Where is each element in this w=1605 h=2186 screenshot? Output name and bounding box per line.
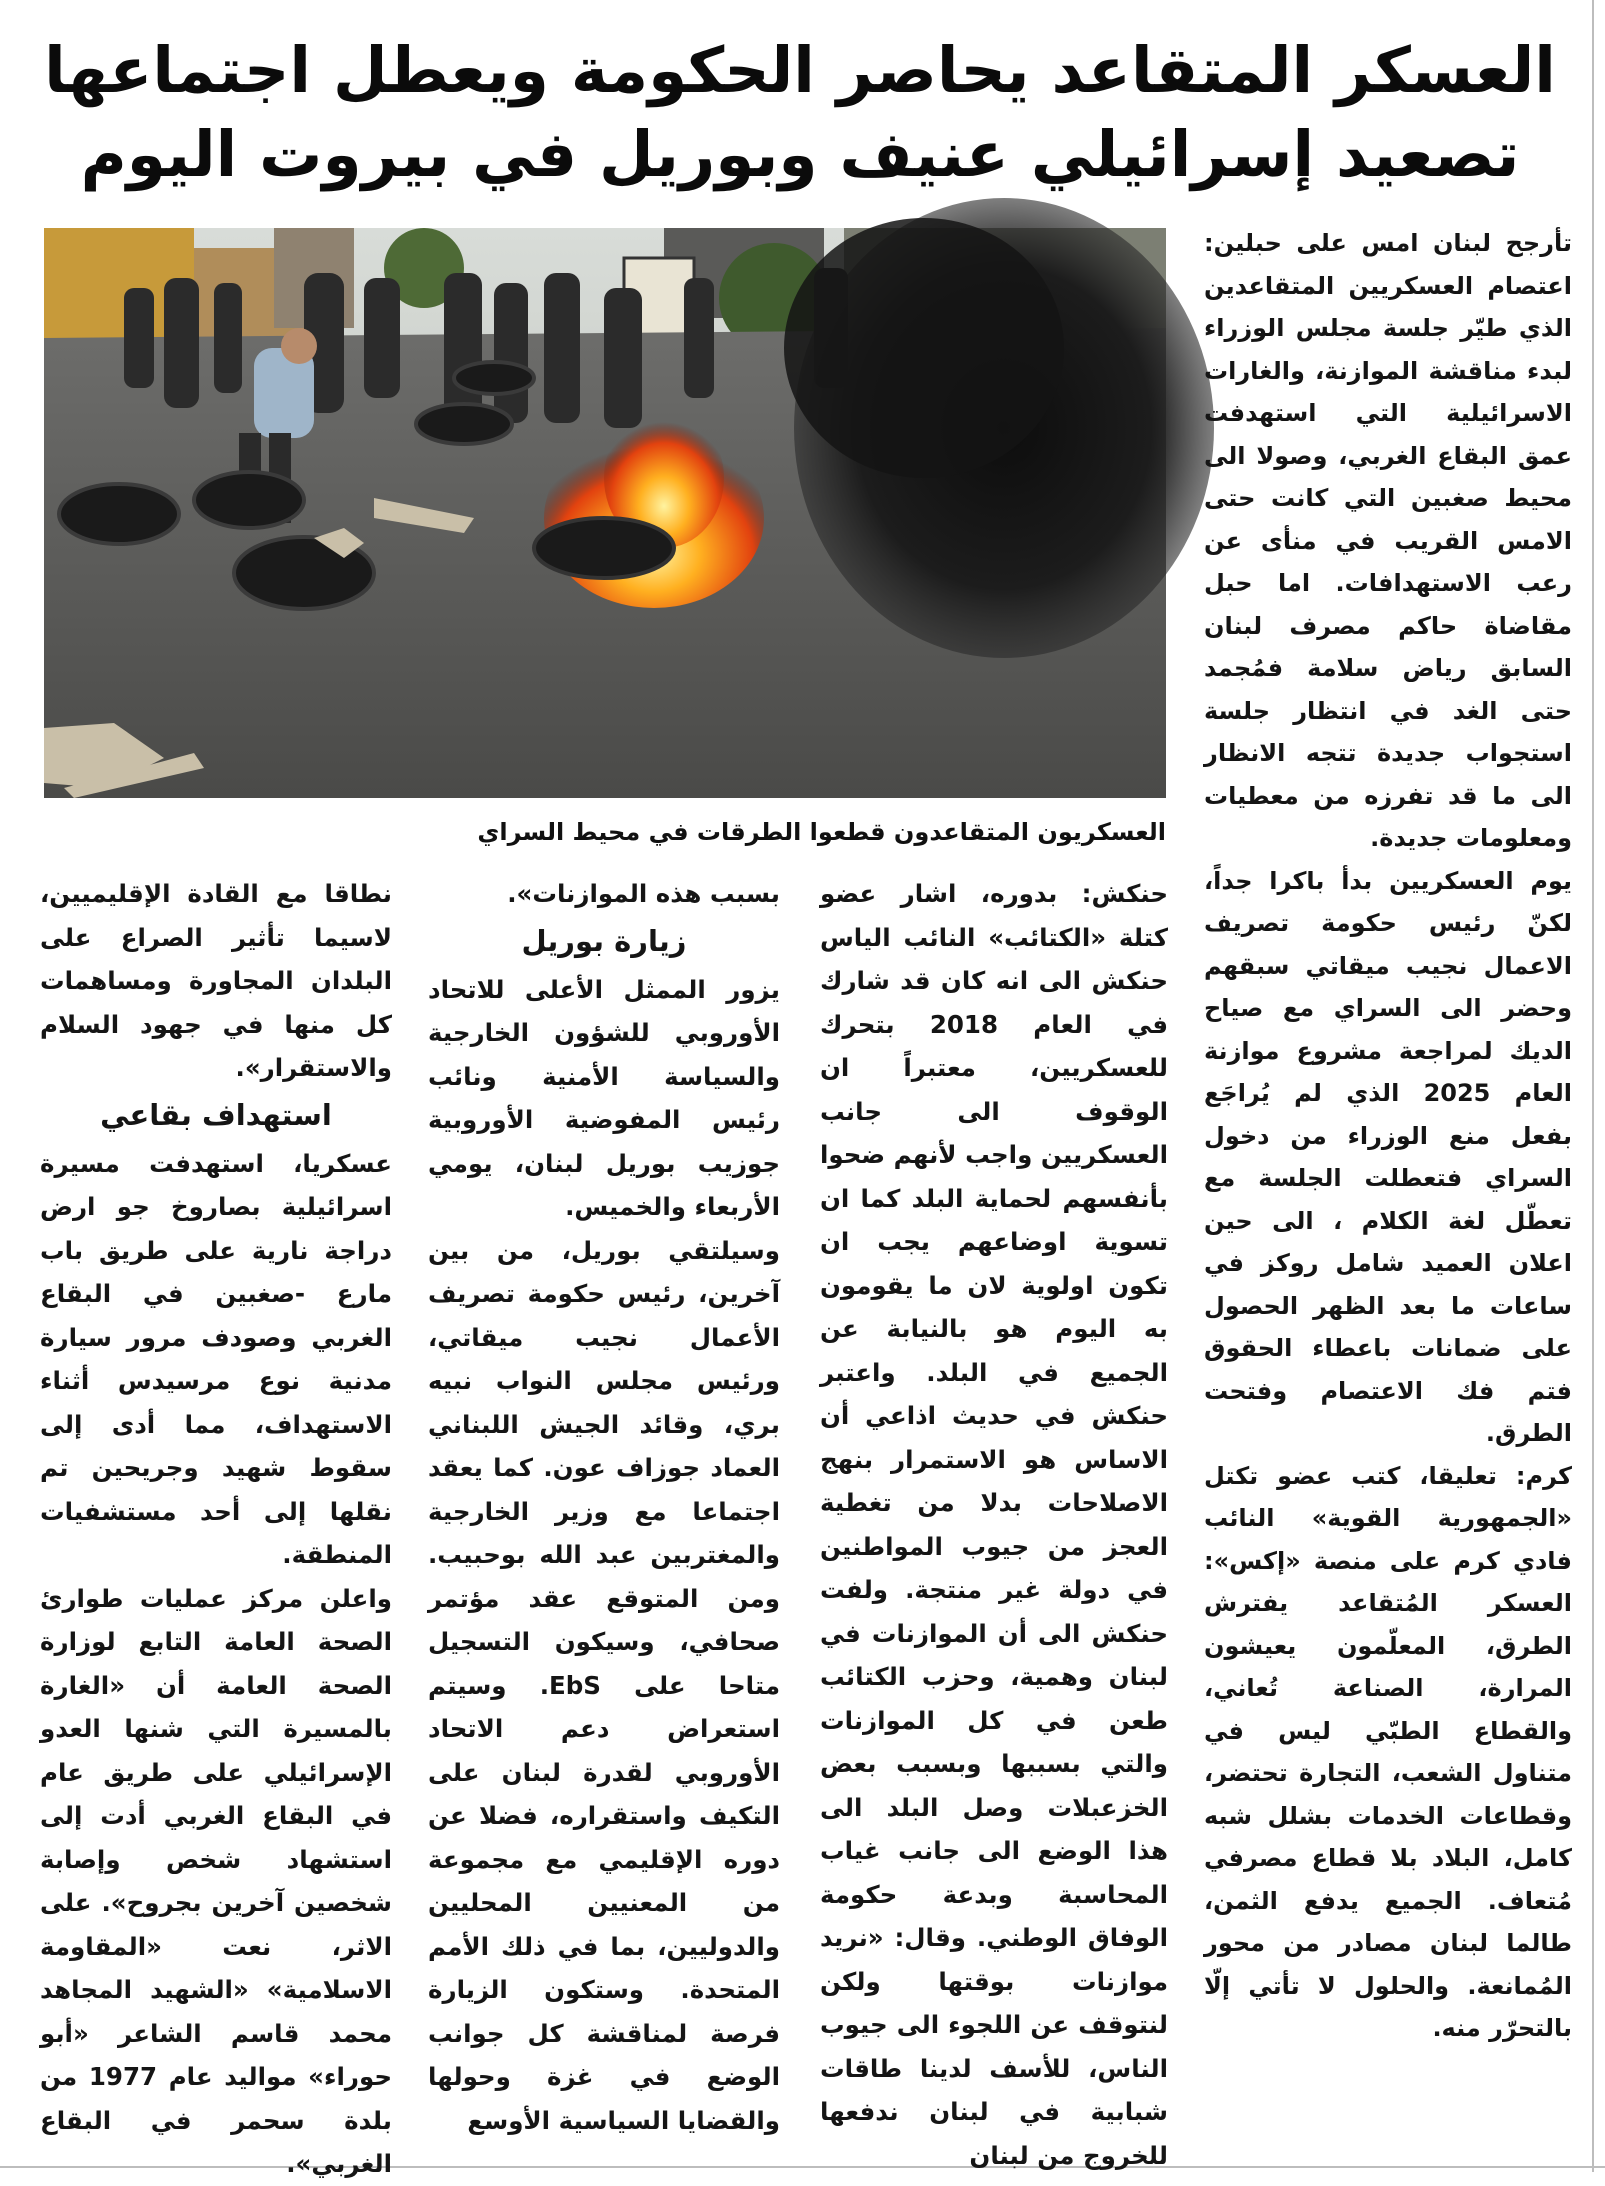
smoke — [784, 218, 1064, 478]
paragraph: يزور الممثل الأعلى للاتحاد الأوروبي للشؤون الخارجية والسياسة الأمنية ونائب رئيس المفوضية الأوروبية جوزيب بوريل لبنان، يومي الأربعاء والخميس. — [428, 974, 780, 1221]
photo-caption: العسكريون المتقاعدون قطعوا الطرقات في محيط السراي — [477, 818, 1166, 846]
paragraph: كرم: تعليقا، كتب عضو تكتل «الجمهورية القوية» النائب فادي كرم على منصة «إكس»: العسكر المُتقاعد يفترش الطرق، المعلّمون يعيشون المرارة، الصناعة تُعاني، والقطاع الطبّي ليس في متناول الشعب، التجارة تحتضر، وقطاعات الخدمات بشلل شبه كامل، البلاد بلا قطاع مصرفي مُتعاف. الجميع يدفع الثمن، طالما لبنان مصادر من محور المُمانعة. والحلول لا تأتي إلّا بالتحرّر منه. — [1204, 1461, 1572, 2042]
article-column-a — [820, 872, 1168, 2170]
section-subhead: استهداف بقاعي — [100, 1097, 332, 1132]
headline-line-2: تصعيد إسرائيلي عنيف وبوريل في بيروت اليوم — [80, 118, 1520, 191]
paragraph: واعلن مركز عمليات طوارئ الصحة العامة التابع لوزارة الصحة العامة أن «الغارة بالمسيرة التي شنها العدو الإسرائيلي على طريق عام في البقاع الغربي أدت إلى استشهاد شخص وإصابة شخصين آخرين بجروح». على الاثر، نعت «المقاومة الاسلامية» «الشهيد المجاهد محمد قاسم الشاعر «أبو حوراء» مواليد عام 1977 من بلدة سحمر في البقاع الغربي». — [40, 1583, 392, 2178]
paragraph: حنكش: بدوره، اشار عضو كتلة «الكتائب» النائب الياس حنكش الى انه كان قد شارك في العام 2018 بتحرك للعسكريين، معتبراً ان الوقوف الى جانب العسكريين واجب لأنهم ضحوا بأنفسهم لحماية البلد كما ان تسوية اوضاعهم يجب ان تكون اولوية لان ما يقومون به اليوم هو بالنيابة عن الجميع في البلد. واعتبر حنكش في حديث اذاعي أن الاساس هو الاستمرار بنهج الاصلاحات بدلا من تغطية العجز من جيوب المواطنين في دولة غير منتجة. ولفت حنكش الى أن الموازنات في لبنان وهمية، وحزب الكتائب طعن في كل الموازنات والتي بسببها وبسبب بعض الخزعبلات وصل البلد الى هذا الوضع الى جانب غياب المحاسبة وبدعة حكومة الوفاق الوطني. وقال: «نريد موازنات بوقتها ولكن لنتوقف عن اللجوء الى جيوب الناس، للأسف لدينا طاقات شبابية في لبنان ندفعها للخروج من لبنان — [820, 879, 1168, 2170]
right-border-line — [1592, 0, 1594, 2172]
article-column-right — [1204, 222, 1572, 2152]
article-column-b — [428, 872, 780, 2152]
paragraph: يوم العسكريين بدأ باكرا جداً، لكنّ رئيس حكومة تصريف الاعمال نجيب ميقاتي سبقهم وحضر الى السراي مع صياح الديك لمراجعة مشروع موازنة العام 2025 الذي لم يُراجَع بفعل منع الوزراء من دخول السراي فتعطلت الجلسة مع تعطّل لغة الكلام ، الى حين اعلان العميد شامل روكز في ساعات ما بعد الظهر الحصول على ضمانات باعطاء الحقوق فتم فك الاعتصام وفتحت الطرق. — [1204, 866, 1572, 1447]
section-subhead: زيارة بوريل — [521, 923, 687, 958]
paragraph-lead: نطاقا مع القادة الإقليميين، لاسيما تأثير الصراع على البلدان المجاورة ومساهمات كل منها في جهود السلام والاستقرار». — [40, 879, 392, 1082]
burning-tyre — [534, 518, 674, 578]
paragraph-lead: بسبب هذه الموازنات». — [507, 879, 780, 908]
paragraph: عسكريا، استهدفت مسيرة اسرائيلية بصاروخ جو ارض دراجة نارية على طريق باب مارع -صغبين في البقاع الغربي وصودف مرور سيارة مدنية نوع مرسيدس أثناء الاستهداف، مما أدى إلى سقوط شهيد وجريحين تم نقلها إلى أحد مستشفيات المنطقة. — [40, 1148, 392, 1569]
article-column-c — [40, 872, 392, 2178]
paragraph: تأرجح لبنان امس على حبلين: اعتصام العسكريين المتقاعدين الذي طيّر جلسة مجلس الوزراء لبدء مناقشة الموازنة، والغارات الاسرائيلية التي استهدفت عمق البقاع الغربي، وصولا الى محيط صغبين التي كانت حتى الامس القريب في منأى عن رعب الاستهدافات. اما حبل مقاضاة حاكم مصرف لبنان السابق رياض سلامة فمُجمد حتى الغد في انتظار جلسة استجواب جديدة تتجه الانظار الى ما قد تفرزه من معطيات ومعلومات جديدة. — [1204, 229, 1572, 852]
headline-line-1: العسكر المتقاعد يحاصر الحكومة ويعطل اجتماعها — [44, 34, 1556, 107]
paragraph: وسيلتقي بوريل، من بين آخرين، رئيس حكومة تصريف الأعمال نجيب ميقاتي، ورئيس مجلس النواب نبيه بري، وقائد الجيش اللبناني العماد جوزاف عون. كما يعقد اجتماعا مع وزير الخارجية والمغتربين عبد الله بوحبيب. ومن المتوقع عقد مؤتمر صحافي، وسيكون التسجيل متاحا على EbS. وسيتم استعراض دعم الاتحاد الأوروبي لقدرة لبنان على التكيف واستقراره، فضلا عن دوره الإقليمي مع مجموعة من المعنيين المحليين والدوليين، بما في ذلك الأمم المتحدة. وستكون الزيارة فرصة لمناقشة كل جوانب الوضع في غزة وحولها والقضايا السياسية الأوسع — [428, 1235, 781, 2135]
news-photo — [44, 228, 1166, 798]
